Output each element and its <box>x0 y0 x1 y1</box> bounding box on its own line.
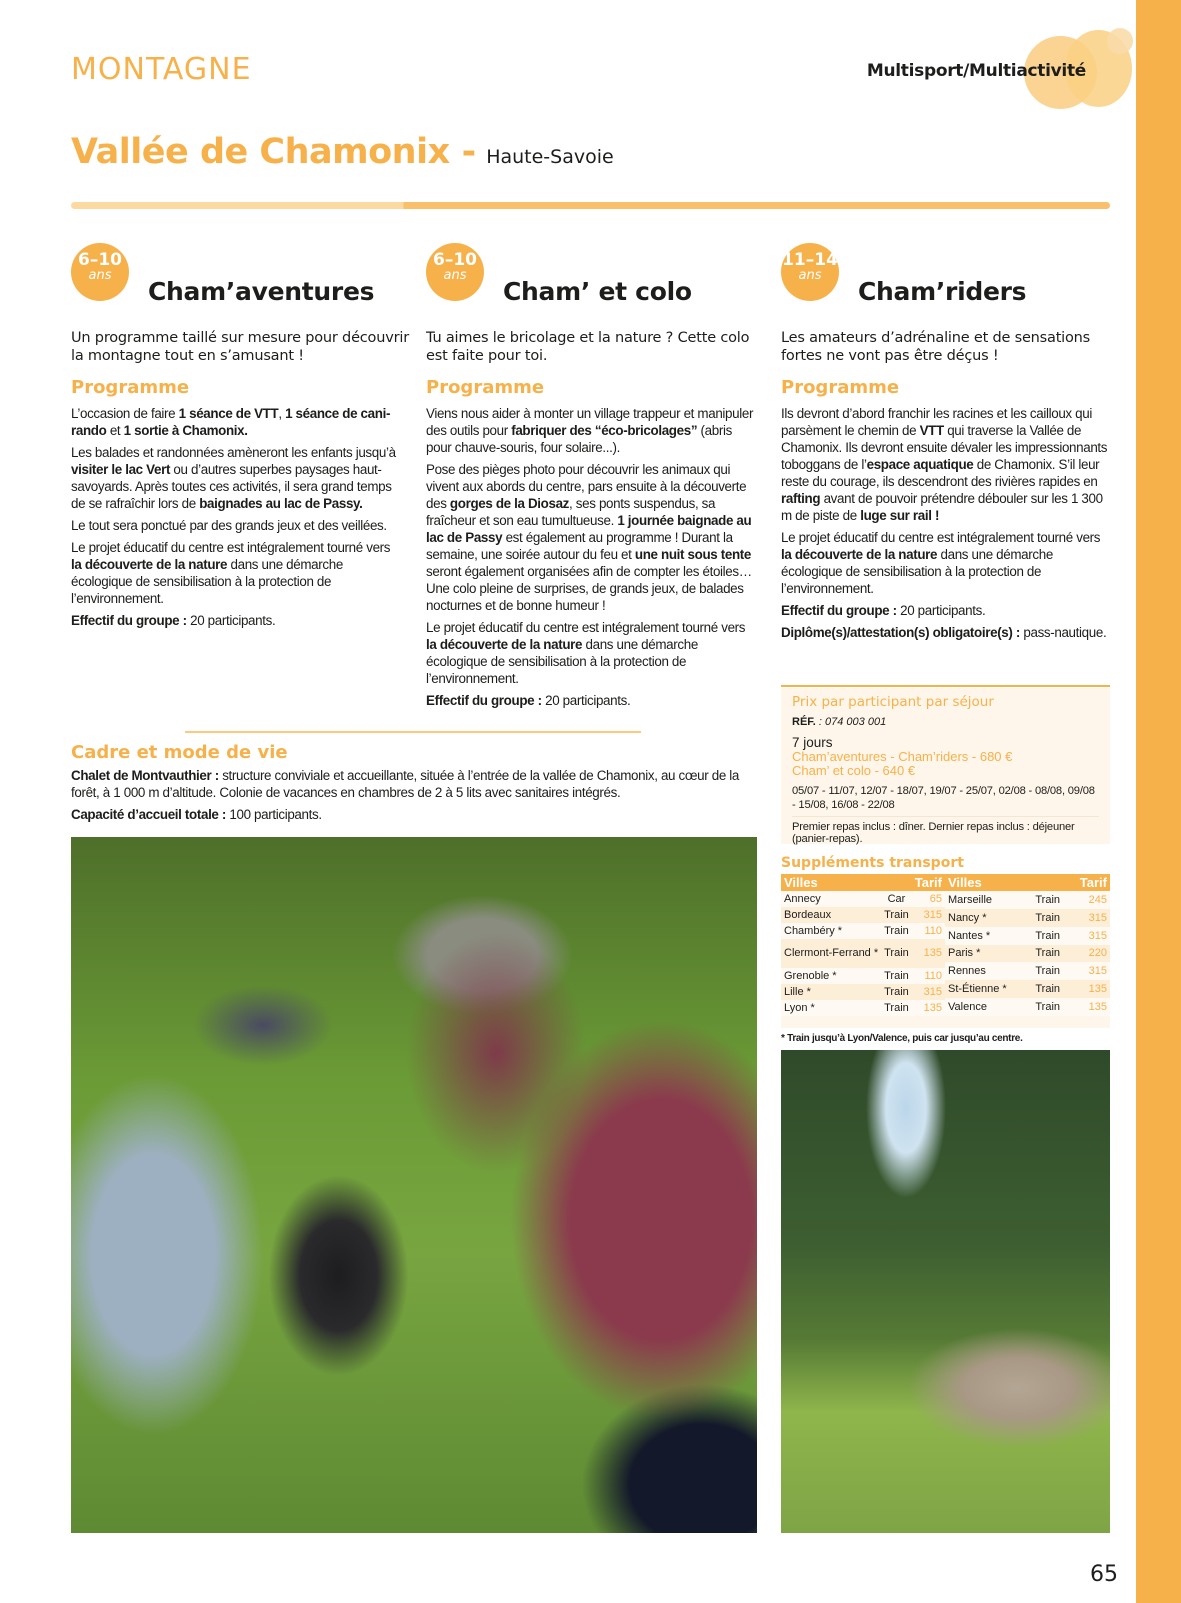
section-divider <box>185 731 641 733</box>
age-range: 6–10 <box>78 250 122 270</box>
paragraph <box>71 612 403 629</box>
paragraph <box>71 444 403 512</box>
price-box <box>781 688 1110 844</box>
cadre-heading: Cadre et mode de vie <box>71 742 288 763</box>
bold-text: 1 séance de VTT <box>178 406 279 421</box>
text: et <box>106 423 124 438</box>
city-cell: Nantes * <box>945 927 1028 945</box>
activity-title: Cham’ et colo <box>503 277 692 306</box>
price-cell: 135 <box>912 1000 945 1016</box>
programme-body <box>781 405 1113 646</box>
text: avant de pouvoir prétendre débouler sur les 1 300 m de piste de <box>781 491 1103 523</box>
bold-text: Effectif du groupe : <box>71 613 187 628</box>
text: L’occasion de faire <box>71 406 179 421</box>
photo-children-mountain-biking <box>781 1050 1110 1533</box>
city-cell: Chambéry * <box>781 923 881 939</box>
text: qui traverse la Vallée de Chamonix. Ils devront ensuite dévaler les impressionnants toboggans de l’ <box>781 423 1108 472</box>
transport-table-left <box>781 874 945 1016</box>
mode-cell: Train <box>881 968 912 984</box>
mode-cell: Train <box>1028 980 1067 998</box>
bold-text: Chalet de Montvauthier : <box>71 768 219 783</box>
cadre-body <box>71 767 761 823</box>
programme-heading: Programme <box>71 377 190 398</box>
title-underline-bar <box>71 202 1110 209</box>
page-title: Vallée de Chamonix <box>71 132 450 172</box>
bold-text: la découverte de la nature <box>71 557 228 572</box>
city-cell: Annecy <box>781 891 881 907</box>
age-badge <box>781 243 839 301</box>
table-row <box>781 907 945 923</box>
programme-body <box>426 405 758 714</box>
text: dans une démarche écologique de sensibilisation à la protection de l’environnement. <box>426 637 698 686</box>
city-cell: Lyon * <box>781 1000 881 1016</box>
activity-intro: Un programme taillé sur mesure pour découvrir la montagne tout en s’amusant ! <box>71 330 409 364</box>
activity-title: Cham’aventures <box>148 277 375 306</box>
price-line: Cham’ et colo - 640 € <box>792 763 916 778</box>
text: , <box>278 406 286 421</box>
city-cell: Marseille <box>945 891 1028 909</box>
mode-cell: Train <box>1028 998 1067 1016</box>
text: , ses ponts suspendus, sa fraîcheur et son eau tumultueuse. <box>426 496 716 528</box>
transport-tables <box>781 874 1110 1028</box>
bold-text: 1 journée baignade au lac de Passy <box>426 513 752 545</box>
age-range: 11–14 <box>782 250 838 270</box>
price-cell: 315 <box>1067 962 1110 980</box>
bold-text: espace aquatique <box>866 457 974 472</box>
price-cell: 315 <box>912 907 945 923</box>
city-cell: Grenoble * <box>781 968 881 984</box>
age-badge <box>71 243 129 301</box>
price-cell: 220 <box>1067 945 1110 963</box>
text: Viens nous aider à monter un village trappeur et manipuler des outils pour <box>426 406 754 438</box>
reference-value: : 074 003 001 <box>818 716 887 728</box>
bold-text: 1 séance de cani-rando <box>71 406 391 438</box>
page-title-row <box>71 132 614 172</box>
text: Le projet éducatif du centre est intégralement tourné vers <box>426 620 746 635</box>
city-cell: Paris * <box>945 945 1028 963</box>
paragraph <box>426 405 758 456</box>
price-cell: 110 <box>912 968 945 984</box>
paragraph <box>71 767 761 801</box>
photo-children-with-husky <box>71 837 757 1533</box>
text: dans une démarche écologique de sensibilisation à la protection de l’environnement. <box>71 557 343 606</box>
title-separator: - <box>461 132 477 172</box>
table-row <box>945 945 1110 963</box>
paragraph <box>781 602 1113 619</box>
text: 20 participants. <box>541 693 631 708</box>
programme-heading: Programme <box>781 377 900 398</box>
mode-cell: Train <box>1028 945 1067 963</box>
paragraph <box>781 624 1113 641</box>
paragraph <box>781 529 1113 597</box>
price-box-top-border <box>781 685 1110 687</box>
bold-text: rafting <box>781 491 821 506</box>
programme-heading: Programme <box>426 377 545 398</box>
reference <box>792 716 1099 728</box>
mode-cell: Train <box>881 939 912 968</box>
table-row <box>781 891 945 907</box>
bold-text: la découverte de la nature <box>781 547 938 562</box>
column-header-tariff: Tarif <box>1067 874 1110 891</box>
city-cell: Nancy * <box>945 909 1028 927</box>
paragraph <box>426 461 758 614</box>
text: Pose des pièges photo pour découvrir les animaux qui vivent aux abords du centre, pars ensuite à la découverte des <box>426 462 747 511</box>
column-header-city: Villes <box>945 874 1067 891</box>
bold-text: baignades au lac de Passy. <box>199 496 363 511</box>
mode-cell: Train <box>881 984 912 1000</box>
text: seront également organisées afin de compter les étoiles… Une colo pleine de surprises, de grands jeux, de balades nocturnes et de bonne humeur ! <box>426 564 752 613</box>
paragraph <box>426 692 758 709</box>
activity-intro: Tu aimes le bricolage et la nature ? Cette colo est faite pour toi. <box>426 330 750 364</box>
stay-duration: 7 jours <box>792 735 833 750</box>
text: 20 participants. <box>896 603 986 618</box>
bold-text: une nuit sous tente <box>634 547 751 562</box>
text: Le projet éducatif du centre est intégralement tourné vers <box>781 530 1101 545</box>
price-cell: 65 <box>912 891 945 907</box>
price-cell: 135 <box>1067 998 1110 1016</box>
table-row <box>781 923 945 939</box>
text: dans une démarche écologique de sensibilisation à la protection de l’environnement. <box>781 547 1053 596</box>
price-cell: 135 <box>1067 980 1110 998</box>
city-cell: Clermont-Ferrand * <box>781 939 881 968</box>
mode-cell: Train <box>1028 909 1067 927</box>
text: 100 participants. <box>226 807 322 822</box>
text: (abris pour chauve-souris, four solaire...). <box>426 423 732 455</box>
price-cell: 315 <box>1067 909 1110 927</box>
page-number: 65 <box>1090 1562 1118 1587</box>
mode-cell: Train <box>1028 962 1067 980</box>
transport-footnote: * Train jusqu’à Lyon/Valence, puis car jusqu’au centre. <box>781 1033 1023 1044</box>
activity-intro: Les amateurs d’adrénaline et de sensations fortes ne vont pas être déçus ! <box>781 330 1091 364</box>
side-color-band <box>1136 0 1181 1603</box>
paragraph <box>71 517 403 534</box>
age-range: 6–10 <box>433 250 477 270</box>
mode-cell: Train <box>881 923 912 939</box>
column-header-tariff: Tarif <box>912 874 945 891</box>
table-row <box>945 980 1110 998</box>
bold-text: Effectif du groupe : <box>426 693 542 708</box>
table-row <box>945 962 1110 980</box>
city-cell: Rennes <box>945 962 1028 980</box>
price-cell: 110 <box>912 923 945 939</box>
table-row <box>945 891 1110 909</box>
meals-info: Premier repas inclus : dîner. Dernier repas inclus : déjeuner (panier-repas). <box>792 821 1075 845</box>
photo-description <box>71 1532 72 1533</box>
bold-text: la découverte de la nature <box>426 637 583 652</box>
bold-text: luge sur rail ! <box>860 508 940 523</box>
programme-body <box>71 405 403 634</box>
price-line: Cham’aventures - Cham’riders - 680 € <box>792 749 1013 764</box>
age-unit: ans <box>443 268 467 283</box>
section-label: MONTAGNE <box>71 52 252 87</box>
bold-text: Effectif du groupe : <box>781 603 897 618</box>
text: structure conviviale et accueillante, située à l’entrée de la vallée de Chamonix, au cœur de la forêt, à 1 000 m d’altitude. Colonie de vacances en chambres de 2 à 5 lits avec sanitaires intégrés. <box>71 768 740 800</box>
column-header-city: Villes <box>781 874 912 891</box>
table-row <box>781 1000 945 1016</box>
table-row <box>781 984 945 1000</box>
text: 20 participants. <box>186 613 276 628</box>
bold-text: visiter le lac Vert <box>71 462 171 477</box>
page-subtitle: Haute-Savoie <box>486 146 614 168</box>
session-dates: 05/07 - 11/07, 12/07 - 18/07, 19/07 - 25/07, 02/08 - 08/08, 09/08 - 15/08, 16/08 - 22/08 <box>792 784 1099 817</box>
text: de Chamonix. S’il leur reste du courage, ils descendront des rivières rapides en <box>781 457 1100 489</box>
text: est également au programme ! Durant la semaine, une soirée autour du feu et <box>426 530 733 562</box>
age-badge <box>426 243 484 301</box>
mode-cell: Train <box>881 907 912 923</box>
table-row <box>945 909 1110 927</box>
cadre-section <box>71 742 761 828</box>
bold-text: Capacité d’accueil totale : <box>71 807 227 822</box>
bold-text: VTT <box>919 423 944 438</box>
city-cell: St-Étienne * <box>945 980 1028 998</box>
table-row <box>945 998 1110 1016</box>
text: ou d’autres superbes paysages haut-savoyards. Après toutes ces activités, il sera grand temps de se rafraîchir lors de <box>71 462 392 511</box>
bold-text: Diplôme(s)/attestation(s) obligatoire(s) : <box>781 625 1020 640</box>
mode-cell: Train <box>881 1000 912 1016</box>
price-cell: 135 <box>912 939 945 968</box>
category-label: Multisport/Multiactivité <box>866 61 1086 81</box>
price-cell: 315 <box>912 984 945 1000</box>
transport-heading: Suppléments transport <box>781 855 964 871</box>
city-cell: Valence <box>945 998 1028 1016</box>
age-unit: ans <box>798 268 822 283</box>
photo-description <box>781 1532 782 1533</box>
text: Le tout sera ponctué par des grands jeux et des veillées. <box>71 518 387 533</box>
mode-cell: Train <box>1028 891 1067 909</box>
mode-cell: Car <box>881 891 912 907</box>
city-cell: Lille * <box>781 984 881 1000</box>
bold-text: 1 sortie à Chamonix. <box>123 423 248 438</box>
bold-text: fabriquer des “éco-bricolages” <box>511 423 698 438</box>
transport-section <box>781 855 1110 1044</box>
bold-text: gorges de la Diosaz <box>449 496 570 511</box>
price-cell: 245 <box>1067 891 1110 909</box>
paragraph <box>71 539 403 607</box>
text: Ils devront d’abord franchir les racines et les cailloux qui parsèment le chemin de <box>781 406 1092 438</box>
age-unit: ans <box>88 268 112 283</box>
paragraph <box>781 405 1113 524</box>
paragraph <box>71 806 761 823</box>
reference-label: RÉF. <box>792 716 816 728</box>
paragraph <box>71 405 403 439</box>
transport-table-right <box>945 874 1110 1016</box>
mode-cell: Train <box>1028 927 1067 945</box>
paragraph <box>426 619 758 687</box>
activity-title: Cham’riders <box>858 277 1027 306</box>
decorative-bubble <box>1107 28 1133 54</box>
table-row <box>781 939 945 968</box>
city-cell: Bordeaux <box>781 907 881 923</box>
text: Les balades et randonnées amèneront les enfants jusqu’à <box>71 445 396 460</box>
price-heading: Prix par participant par séjour <box>792 694 994 710</box>
table-row <box>781 968 945 984</box>
price-cell: 315 <box>1067 927 1110 945</box>
text: pass-nautique. <box>1020 625 1107 640</box>
text: Le projet éducatif du centre est intégralement tourné vers <box>71 540 391 555</box>
table-row <box>945 927 1110 945</box>
